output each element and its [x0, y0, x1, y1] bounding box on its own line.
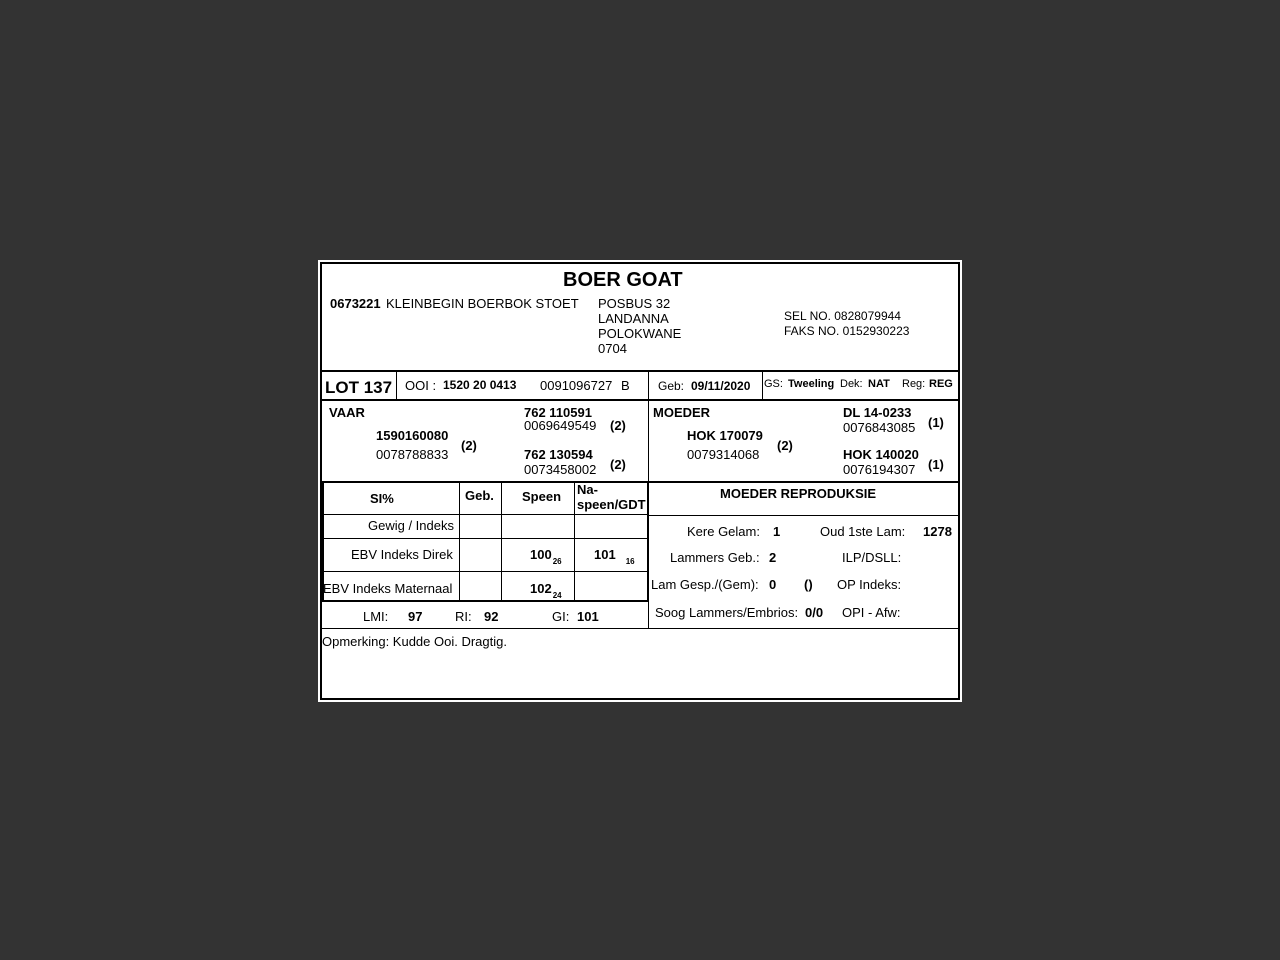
ebv-row-direk: EBV Indeks Direk	[351, 547, 453, 562]
oud-label: Oud 1ste Lam:	[820, 524, 906, 539]
dek-label: Dek:	[840, 378, 863, 390]
gi-value: 101	[577, 609, 599, 624]
lamgesp-gem: ()	[804, 577, 813, 592]
lmi-value: 97	[408, 609, 423, 624]
dek-value: NAT	[868, 378, 890, 390]
vaar-id: 0078788833	[376, 447, 449, 462]
ri-value: 92	[484, 609, 499, 624]
ebv-col-divider-3	[574, 482, 575, 600]
ebv-header-geb: Geb.	[465, 488, 494, 503]
gi-label: GI:	[552, 609, 570, 624]
geb-label: Geb:	[658, 379, 685, 393]
ebv-row-divider-1	[322, 514, 648, 515]
ooi-number: 1520 20 0413	[443, 378, 517, 392]
ebv-header-naspeen-2: speen/GDT	[577, 497, 646, 512]
ebv-header-si: SI%	[370, 491, 394, 506]
moeder-grade: (2)	[777, 438, 793, 453]
moeder-dam-number: HOK 140020	[843, 447, 919, 462]
vaar-dam-grade: (2)	[610, 457, 626, 472]
moeder-sire-id: 0076843085	[843, 420, 916, 435]
ebv-header-naspeen-1: Na-	[577, 482, 598, 497]
lamgesp-label: Lam Gesp./(Gem):	[651, 577, 759, 592]
divider-remark	[322, 628, 958, 629]
reproduksie-title: MOEDER REPRODUKSIE	[720, 486, 877, 501]
moeder-dam-grade: (1)	[928, 457, 944, 472]
ebv-row-gewig: Gewig / Indeks	[368, 518, 454, 533]
vaar-number: 1590160080	[376, 428, 449, 443]
divider-lot-row	[322, 399, 958, 401]
lot-card	[318, 260, 962, 702]
ri-label: RI:	[455, 609, 472, 624]
moeder-sire-number: DL 14-0233	[843, 405, 912, 420]
vaar-dam-id: 0073458002	[524, 462, 597, 477]
divider-pedigree	[322, 481, 958, 483]
moeder-number: HOK 170079	[687, 428, 763, 443]
reproduksie-divider	[649, 515, 958, 516]
ilp-label: ILP/DSLL:	[842, 550, 902, 565]
vaar-sire-id: 0069649549	[524, 418, 597, 433]
moeder-id: 0079314068	[687, 447, 760, 462]
reg-label: Reg:	[902, 378, 926, 390]
lammers-label: Lammers Geb.:	[670, 550, 760, 565]
address-line-2: LANDANNA	[598, 311, 669, 326]
ebv-maternaal-speen: $102_{24}$	[530, 581, 562, 600]
breeder-name: KLEINBEGIN BOERBOK STOET	[386, 296, 579, 311]
ebv-border-right	[647, 482, 649, 602]
vaar-dam-number: 762 130594	[524, 447, 593, 462]
ebv-direk-speen: $100_{26}$	[530, 547, 562, 566]
divider-header	[322, 370, 958, 372]
moeder-sire-grade: (1)	[928, 415, 944, 430]
ebv-header-speen: Speen	[522, 489, 562, 504]
soog-value: 0/0	[805, 605, 824, 620]
divider-gs	[762, 372, 763, 400]
ebv-col-divider-2	[501, 482, 502, 600]
geb-date: 09/11/2020	[691, 379, 751, 393]
moeder-label: MOEDER	[653, 405, 711, 420]
ooi-label: OOI :	[405, 378, 437, 393]
divider-lot	[396, 372, 397, 400]
gs-value: Tweeling	[788, 378, 835, 390]
lamgesp-value: 0	[769, 577, 777, 592]
oud-value: 1278	[923, 524, 952, 539]
ebv-row-maternaal: EBV Indeks Maternaal	[323, 581, 453, 596]
address-line-4: 0704	[598, 341, 627, 356]
vaar-label: VAAR	[329, 405, 365, 420]
faks-number: FAKS NO. 0152930223	[784, 324, 910, 338]
vaar-sire-grade: (2)	[610, 418, 626, 433]
divider-pedigree-center	[648, 400, 649, 482]
divider-geb	[648, 372, 649, 400]
gs-label: GS:	[764, 378, 783, 390]
card-title: BOER GOAT	[563, 269, 683, 291]
divider-index-center	[648, 600, 649, 628]
opi-label: OPI - Afw:	[842, 605, 901, 620]
ebv-row-divider-3	[322, 571, 648, 572]
remark: Opmerking: Kudde Ooi. Dragtig.	[322, 634, 507, 649]
soog-label: Soog Lammers/Embrios:	[655, 605, 799, 620]
lmi-label: LMI:	[363, 609, 389, 624]
sel-number: SEL NO. 0828079944	[784, 309, 901, 323]
breeder-number: 0673221	[330, 296, 381, 311]
ooi-id: 0091096727	[540, 378, 613, 393]
op-label: OP Indeks:	[837, 577, 902, 592]
reg-value: REG	[929, 378, 953, 390]
ebv-col-divider-1	[459, 482, 460, 600]
vaar-sire-number: 762 110591	[524, 405, 592, 420]
moeder-dam-id: 0076194307	[843, 462, 916, 477]
lammers-value: 2	[769, 550, 777, 565]
vaar-grade: (2)	[461, 438, 477, 453]
kere-value: 1	[773, 524, 781, 539]
kere-label: Kere Gelam:	[687, 524, 760, 539]
address-line-3: POLOKWANE	[598, 326, 682, 341]
lot-number: LOT 137	[325, 378, 393, 397]
ebv-row-divider-2	[322, 538, 648, 539]
ooi-grade: B	[621, 378, 630, 393]
ebv-direk-naspeen: 101 $_{16}$	[594, 547, 635, 566]
address-line-1: POSBUS 32	[598, 296, 671, 311]
ebv-row-divider-4	[322, 600, 649, 602]
